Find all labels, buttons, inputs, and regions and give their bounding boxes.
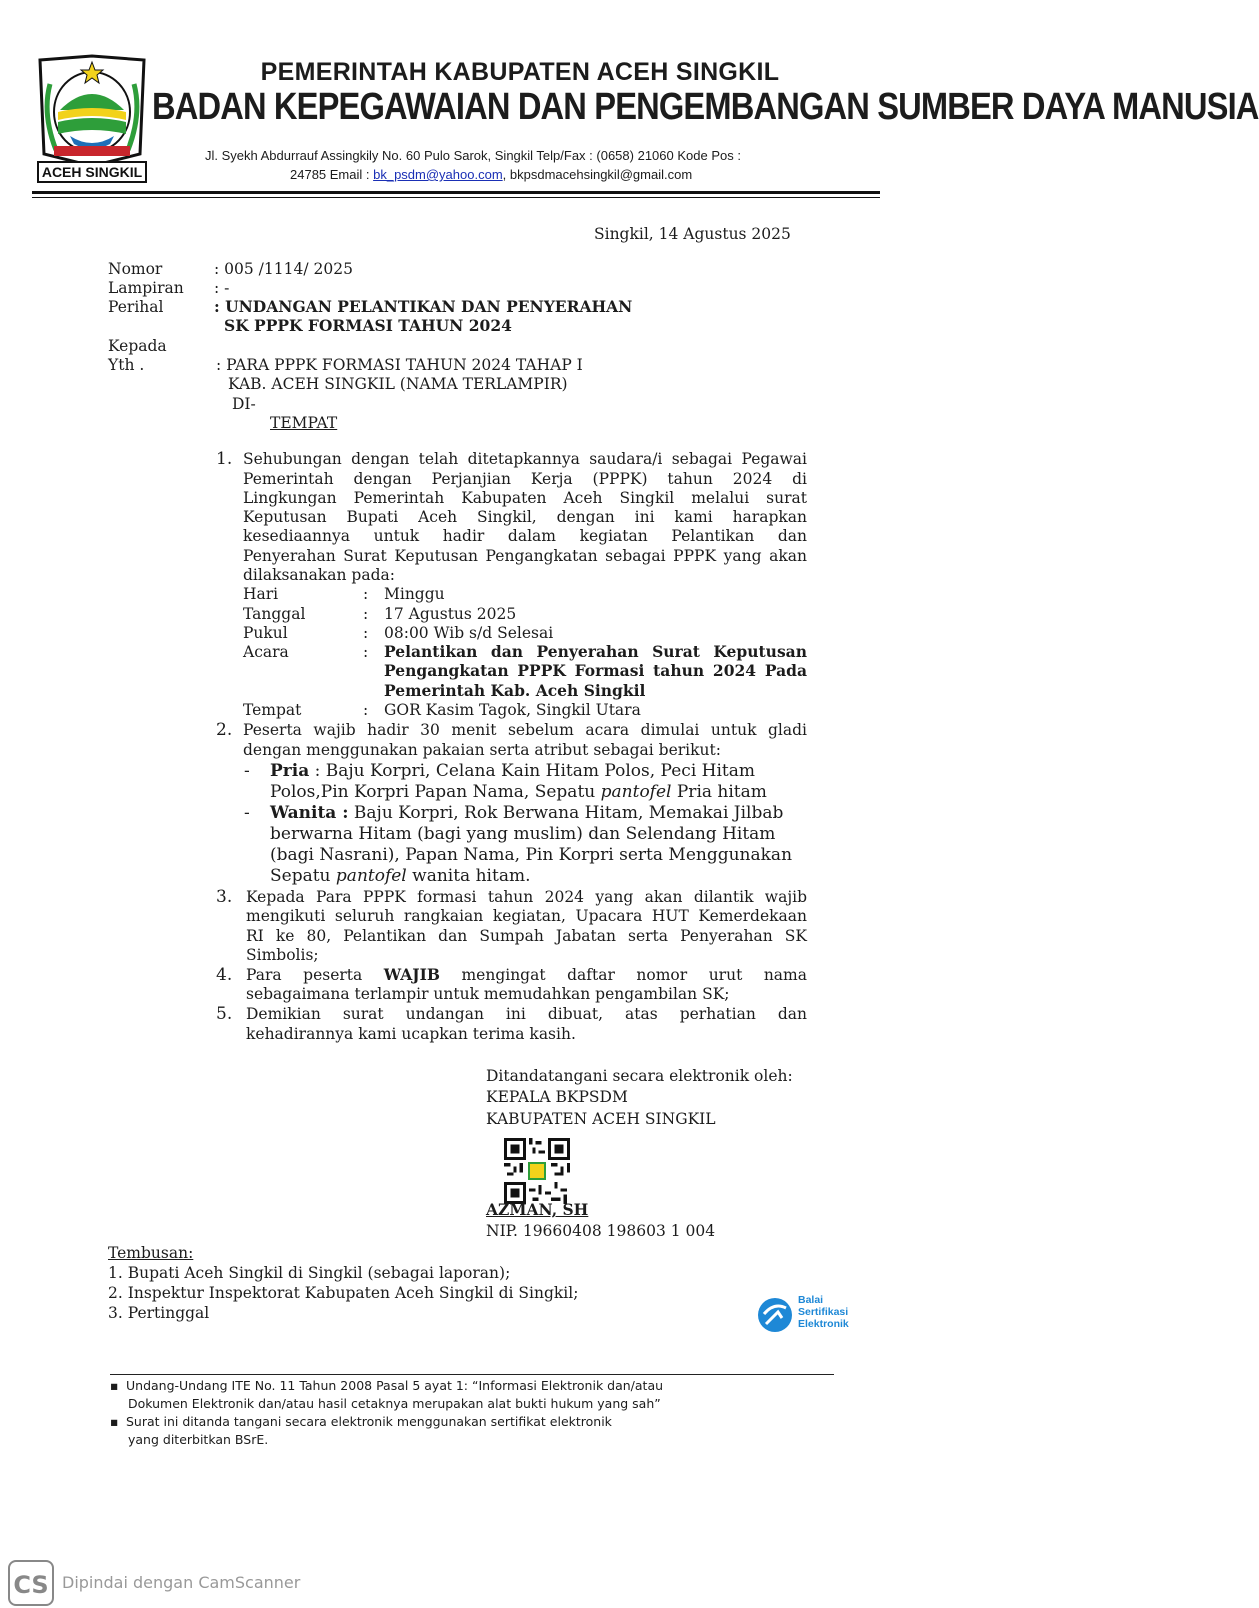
wanita-text-4b: wanita hitam. xyxy=(406,866,531,886)
tempat-value: GOR Kasim Tagok, Singkil Utara xyxy=(384,701,641,719)
p1-line-last: dilaksanakan pada: xyxy=(243,566,395,584)
hari-colon: : xyxy=(363,585,369,603)
pria-dash: - xyxy=(244,761,250,781)
signature-line-3: KABUPATEN ACEH SINGKIL xyxy=(486,1110,716,1128)
p3-line: mengikuti seluruh rangkaian kegiatan, Upacara HUT Kemerdekaan xyxy=(246,907,807,925)
tempat-line: TEMPAT xyxy=(270,414,338,432)
header-government-name: PEMERINTAH KABUPATEN ACEH SINGKIL xyxy=(260,58,780,86)
footer-bullet: ▪ xyxy=(110,1414,119,1429)
lampiran-label: Lampiran xyxy=(108,279,184,297)
pria-italic: pantofel xyxy=(600,782,672,802)
perihal-value-1: : UNDANGAN PELANTIKAN DAN PENYERAHAN xyxy=(214,297,633,316)
qr-code-icon xyxy=(504,1138,570,1204)
bsre-logo xyxy=(756,1294,866,1338)
contact-prefix: 24785 Email : xyxy=(290,167,374,182)
footer-note-1-line-1: Undang-Undang ITE No. 11 Tahun 2008 Pasal 5 ayat 1: “Informasi Elektronik dan/atau xyxy=(126,1378,664,1393)
wanita-line-4 xyxy=(270,866,530,886)
camscanner-badge: CS xyxy=(8,1560,54,1606)
pukul-value: 08:00 Wib s/d Selesai xyxy=(384,624,554,642)
header-contact xyxy=(290,167,692,182)
p4-text-b: mengingat daftar nomor urut nama xyxy=(439,966,807,984)
tembusan-item: 3. Pertinggal xyxy=(108,1304,210,1322)
p1-number: 1. xyxy=(216,449,233,469)
header-address: Jl. Syekh Abdurrauf Assingkily No. 60 Pulo Sarok, Singkil Telp/Fax : (0658) 21060 Kode Pos : xyxy=(205,148,741,163)
wanita-text-4a: Sepatu xyxy=(270,866,336,886)
pria-text-2b: Pria hitam xyxy=(671,782,767,802)
p1-line: kesediaannya untuk hadir dalam kegiatan Pelantikan dan xyxy=(243,527,807,545)
wanita-dash: - xyxy=(244,803,250,823)
footer-note-2-line-2: yang diterbitkan BSrE. xyxy=(128,1432,269,1447)
p5-line-1: Demikian surat undangan ini dibuat, atas perhatian dan xyxy=(246,1005,807,1023)
signatory-name: AZMAN, SH xyxy=(486,1200,589,1219)
perihal-label: Perihal xyxy=(108,298,164,316)
p5-number: 5. xyxy=(216,1004,233,1024)
p4-line-1 xyxy=(246,965,807,985)
p3-number: 3. xyxy=(216,887,233,907)
pria-line-2 xyxy=(270,782,767,802)
yth-value-1: : PARA PPPK FORMASI TAHUN 2024 TAHAP I xyxy=(216,356,583,374)
email-second: , bkpsdmacehsingkil@gmail.com xyxy=(502,167,693,182)
header-rule-thin xyxy=(32,197,880,198)
nomor-value: : 005 /1114/ 2025 xyxy=(214,260,353,278)
header-rule-thick xyxy=(32,191,880,194)
aceh-singkil-logo xyxy=(36,54,148,186)
footer-note-2-line-1: Surat ini ditanda tangani secara elektronik menggunakan sertifikat elektronik xyxy=(126,1414,612,1429)
email-link[interactable]: bk_psdm@yahoo.com xyxy=(373,167,503,182)
pria-text-2a: Polos,Pin Korpri Papan Nama, Sepatu xyxy=(270,782,601,802)
signature-line-2: KEPALA BKPSDM xyxy=(486,1088,628,1106)
wanita-line-3: (bagi Nasrani), Papan Nama, Pin Korpri serta Menggunakan xyxy=(270,845,793,865)
wanita-label: Wanita : xyxy=(270,803,349,823)
acara-line: Pelantikan dan Penyerahan Surat Keputusan xyxy=(384,642,807,661)
p1-line: Sehubungan dengan telah ditetapkannya saudara/i sebagai Pegawai xyxy=(243,450,807,468)
signatory-nip: NIP. 19660408 198603 1 004 xyxy=(486,1222,716,1240)
hari-label: Hari xyxy=(243,585,279,603)
wanita-italic: pantofel xyxy=(335,866,407,886)
tanggal-label: Tanggal xyxy=(243,605,306,623)
tembusan-title: Tembusan: xyxy=(108,1244,194,1262)
tembusan-item: 2. Inspektur Inspektorat Kabupaten Aceh Singkil di Singkil; xyxy=(108,1284,579,1302)
p2-line-2: dengan menggunakan pakaian serta atribut sebagai berikut: xyxy=(243,741,721,759)
bsre-line-1: Balai xyxy=(798,1294,824,1306)
p1-line: Pemerintah dengan Perjanjian Kerja (PPPK) tahun 2024 di xyxy=(243,470,807,488)
tempat-colon: : xyxy=(363,701,369,719)
pria-line-1 xyxy=(270,761,755,781)
footer-note-1-line-2: Dokumen Elektronik dan/atau hasil cetaknya merupakan alat bukti hukum yang sah” xyxy=(128,1396,661,1411)
pria-label: Pria xyxy=(270,761,310,781)
bsre-emblem-icon xyxy=(756,1294,794,1336)
p4-line-last: sebagaimana terlampir untuk memudahkan pengambilan SK; xyxy=(246,985,730,1003)
p4-number: 4. xyxy=(216,965,233,985)
pukul-label: Pukul xyxy=(243,624,288,642)
tembusan-item: 1. Bupati Aceh Singkil di Singkil (sebagai laporan); xyxy=(108,1264,511,1282)
acara-colon: : xyxy=(363,643,369,661)
p2-number: 2. xyxy=(216,720,233,740)
wanita-line-1 xyxy=(270,803,783,823)
camscanner-text: Dipindai dengan CamScanner xyxy=(62,1573,301,1592)
p2-line-1: Peserta wajib hadir 30 menit sebelum acara dimulai untuk gladi xyxy=(243,721,807,739)
footer-bullet: ▪ xyxy=(110,1378,119,1393)
signature-line-1: Ditandatangani secara elektronik oleh: xyxy=(486,1067,793,1085)
tanggal-colon: : xyxy=(363,605,369,623)
wanita-line-2: berwarna Hitam (bagi yang muslim) dan Selendang Hitam xyxy=(270,824,776,844)
acara-label: Acara xyxy=(243,643,289,661)
kepada-label: Kepada xyxy=(108,337,167,355)
yth-label: Yth . xyxy=(108,356,145,374)
footer-rule xyxy=(110,1374,834,1375)
tanggal-value: 17 Agustus 2025 xyxy=(384,605,517,623)
bsre-line-3: Elektronik xyxy=(798,1318,849,1330)
pukul-colon: : xyxy=(363,624,369,642)
acara-line-last: Pemerintah Kab. Aceh Singkil xyxy=(384,681,646,700)
bsre-line-2: Sertifikasi xyxy=(798,1306,849,1318)
di-line: DI- xyxy=(232,395,256,413)
header-agency-name: BADAN KEPEGAWAIAN DAN PENGEMBANGAN SUMBER DAYA MANUSIA xyxy=(152,86,1259,128)
p4-text-a: Para peserta xyxy=(246,966,384,984)
acara-line: Pengangkatan PPPK Formasi tahun 2024 Pada xyxy=(384,661,807,680)
p3-line-last: Simbolis; xyxy=(246,946,319,964)
p1-line: Keputusan Bupati Aceh Singkil, dengan ini kami harapkan xyxy=(243,508,807,526)
tempat-label: Tempat xyxy=(243,701,302,719)
logo-label: ACEH SINGKIL xyxy=(41,164,143,180)
date-line: Singkil, 14 Agustus 2025 xyxy=(594,225,791,243)
lampiran-value: : - xyxy=(214,279,230,297)
p3-line: RI ke 80, Pelantikan dan Sumpah Jabatan serta Penyerahan SK xyxy=(246,927,807,945)
nomor-label: Nomor xyxy=(108,260,163,278)
yth-value-2: KAB. ACEH SINGKIL (NAMA TERLAMPIR) xyxy=(228,375,568,393)
p4-bold: WAJIB xyxy=(383,965,440,984)
wanita-text-1: Baju Korpri, Rok Berwana Hitam, Memakai Jilbab xyxy=(348,803,784,823)
p1-line: Lingkungan Pemerintah Kabupaten Aceh Singkil melalui surat xyxy=(243,489,807,507)
p3-line: Kepada Para PPPK formasi tahun 2024 yang akan dilantik wajib xyxy=(246,888,807,906)
perihal-value-2: SK PPPK FORMASI TAHUN 2024 xyxy=(224,316,512,335)
pria-text-1: : Baju Korpri, Celana Kain Hitam Polos, Peci Hitam xyxy=(309,761,756,781)
p1-line: Penyerahan Surat Keputusan Pengangkatan sebagai PPPK yang akan xyxy=(243,547,807,565)
p5-line-last: kehadirannya kami ucapkan terima kasih. xyxy=(246,1025,576,1043)
hari-value: Minggu xyxy=(384,585,445,603)
